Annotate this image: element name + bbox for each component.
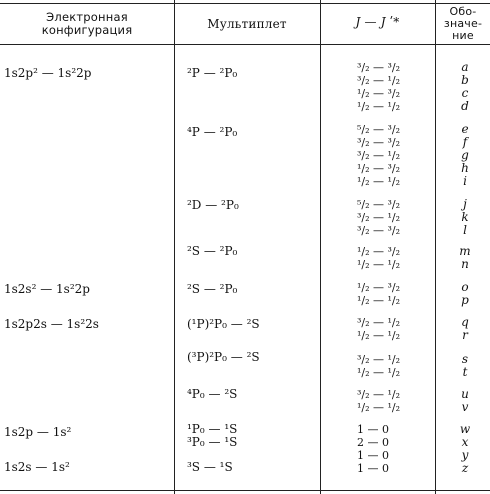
jj-cell: ³/₂ — ¹/₂: [357, 211, 401, 224]
header-multiplet: Мультиплет: [207, 17, 287, 31]
designation-cell: l: [463, 223, 467, 237]
jj-cell: ¹/₂ — ¹/₂: [357, 366, 401, 379]
designation-cell: j: [463, 197, 467, 211]
jj-cell: ¹/₂ — ¹/₂: [357, 258, 401, 271]
designation-cell: t: [462, 365, 468, 379]
jj-cell: ¹/₂ — ¹/₂: [357, 329, 401, 342]
jj-cell: ¹/₂ — ³/₂: [357, 245, 401, 258]
designation-cell: i: [463, 174, 467, 188]
jj-cell: ³/₂ — ¹/₂: [357, 149, 401, 162]
designation-cell: p: [461, 293, 469, 307]
jj-cell: 2 — 0: [357, 436, 389, 449]
multiplet-cell: ³P₀ — ¹S: [187, 435, 238, 449]
jj-cell: ¹/₂ — ³/₂: [357, 87, 401, 100]
designation-cell: w: [459, 422, 471, 436]
config-cell: 1s2s² — 1s²2p: [4, 282, 90, 296]
designation-cell: m: [459, 244, 471, 258]
column-divider: [320, 0, 321, 494]
designation-cell: y: [461, 448, 469, 462]
jj-cell: ³/₂ — ¹/₂: [357, 353, 401, 366]
designation-cell: b: [461, 73, 469, 87]
designation-cell: h: [461, 161, 469, 175]
jj-cell: ¹/₂ — ¹/₂: [357, 401, 401, 414]
designation-cell: c: [461, 86, 469, 100]
header-config: Электронная конфигурация: [41, 10, 133, 37]
multiplet-cell: ¹P₀ — ¹S: [187, 422, 238, 436]
jj-cell: ³/₂ — ³/₂: [357, 136, 401, 149]
multiplet-cell: ²S — ²P₀: [187, 244, 238, 258]
header-designation: Обо-значе-ние: [443, 5, 483, 42]
jj-cell: 1 — 0: [357, 449, 389, 462]
designation-cell: g: [461, 148, 469, 162]
config-cell: 1s2s — 1s²: [4, 460, 70, 474]
designation-cell: v: [461, 400, 469, 414]
config-cell: 1s2p — 1s²: [4, 425, 72, 439]
column-divider: [435, 0, 436, 494]
multiplet-cell: (³P)²P₀ — ²S: [187, 350, 260, 364]
multiplet-cell: (¹P)²P₀ — ²S: [187, 317, 260, 331]
multiplet-cell: ²D — ²P₀: [187, 198, 239, 212]
designation-cell: f: [462, 135, 468, 149]
designation-cell: s: [461, 352, 469, 366]
jj-cell: ⁵/₂ — ³/₂: [357, 198, 401, 211]
designation-cell: e: [461, 122, 469, 136]
designation-cell: a: [461, 60, 469, 74]
jj-cell: ³/₂ — ³/₂: [357, 61, 401, 74]
designation-cell: q: [461, 315, 469, 329]
designation-cell: u: [461, 387, 469, 401]
multiplet-cell: ⁴P — ²P₀: [187, 125, 238, 139]
column-divider: [174, 0, 175, 494]
jj-cell: ¹/₂ — ¹/₂: [357, 294, 401, 307]
header-rule: [0, 44, 490, 45]
jj-cell: ¹/₂ — ¹/₂: [357, 175, 401, 188]
designation-cell: x: [461, 435, 469, 449]
config-cell: 1s2p2s — 1s²2s: [4, 317, 99, 331]
multiplet-cell: ²P — ²P₀: [187, 66, 238, 80]
designation-cell: o: [461, 280, 469, 294]
designation-cell: z: [461, 461, 469, 475]
designation-cell: r: [462, 328, 468, 342]
multiplet-cell: ⁴P₀ — ²S: [187, 387, 238, 401]
jj-cell: ⁵/₂ — ³/₂: [357, 123, 401, 136]
table-top-rule: [0, 3, 490, 4]
designation-cell: k: [461, 210, 469, 224]
jj-cell: 1 — 0: [357, 423, 389, 436]
jj-cell: ¹/₂ — ³/₂: [357, 281, 401, 294]
jj-cell: ³/₂ — ¹/₂: [357, 388, 401, 401]
multiplet-cell: ³S — ¹S: [187, 460, 233, 474]
jj-cell: ³/₂ — ¹/₂: [357, 316, 401, 329]
header-jj: J — J ʹ*: [355, 15, 400, 29]
designation-cell: n: [461, 257, 469, 271]
jj-cell: ¹/₂ — ³/₂: [357, 162, 401, 175]
jj-cell: ¹/₂ — ¹/₂: [357, 100, 401, 113]
designation-cell: d: [461, 99, 469, 113]
config-cell: 1s2p² — 1s²2p: [4, 66, 92, 80]
multiplet-cell: ²S — ²P₀: [187, 282, 238, 296]
jj-cell: 1 — 0: [357, 462, 389, 475]
table-bottom-rule: [0, 490, 490, 491]
jj-cell: ³/₂ — ³/₂: [357, 224, 401, 237]
jj-cell: ³/₂ — ¹/₂: [357, 74, 401, 87]
